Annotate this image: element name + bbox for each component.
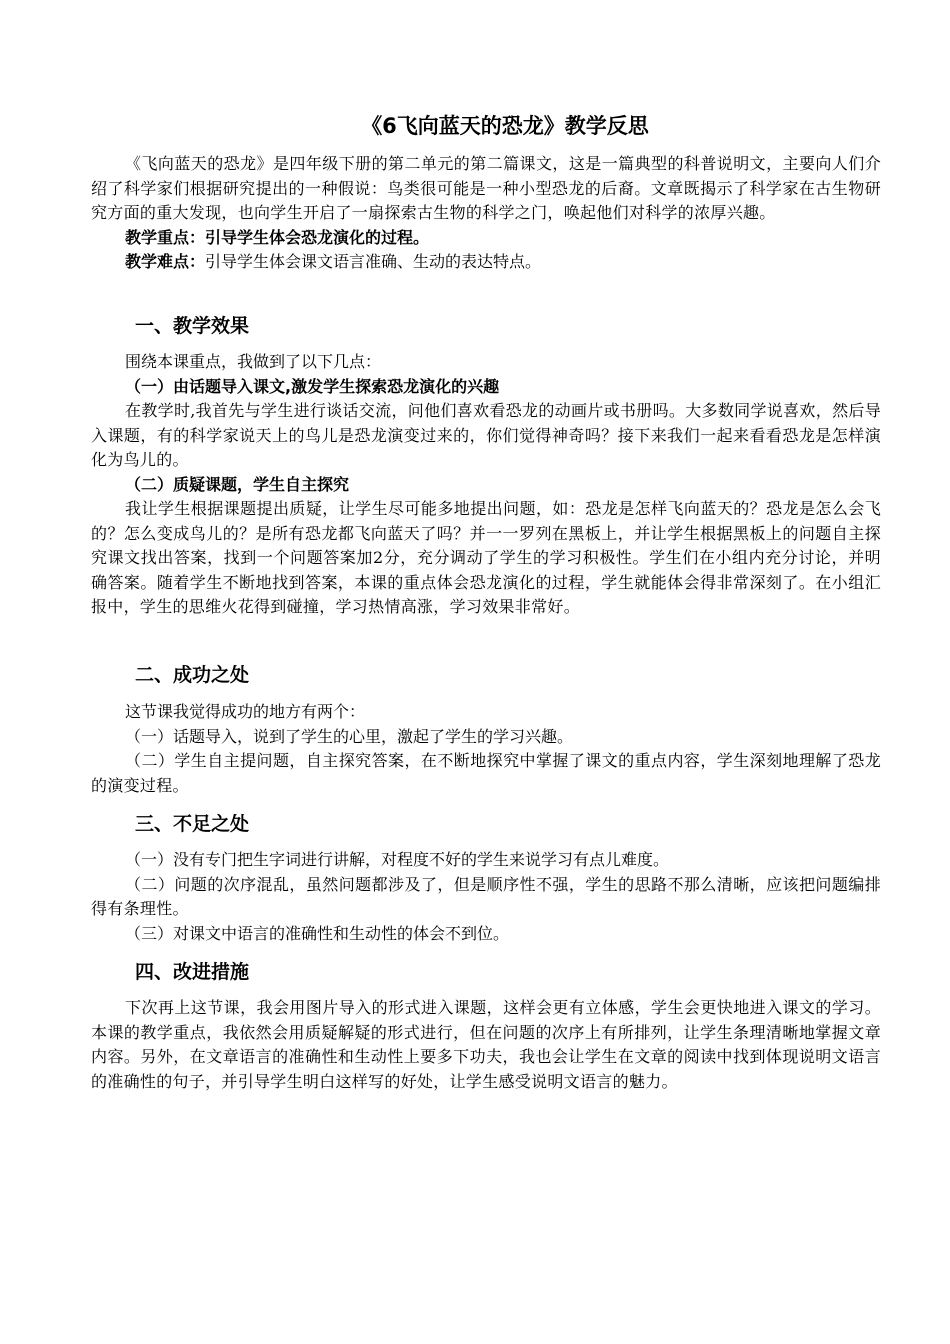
section1-body	[91, 350, 881, 620]
intro-paragraph: 《飞向蓝天的恐龙》是四年级下册的第二单元的第二篇课文，这是一篇典型的科普说明文，主要向人们介绍了科学家们根据研究提出的一种假说：鸟类很可能是一种小型恐龙的后裔。文章既揭示了科学家在古生物研究方面的重大发现，也向学生开启了一扇探索古生物的科学之门，唤起他们对科学的浓厚兴趣。	[91, 154, 881, 222]
section2-item-1: （一）话题导入，说到了学生的心里，激起了学生的学习兴趣。	[125, 726, 574, 746]
section3-item-3: （三）对课文中语言的准确性和生动性的体会不到位。	[125, 923, 510, 943]
section2-item-2: （二）学生自主提问题，自主探究答案，在不断地探究中掌握了课文的重点内容，学生深刻地理解了恐龙的演变过程。	[91, 751, 881, 795]
section-heading: 一、教学效果	[135, 315, 250, 337]
section2-body	[91, 700, 881, 798]
key-point: 教学重点：引导学生体会恐龙演化的过程。	[125, 227, 430, 247]
difficulty-text: 引导学生体会课文语言准确、生动的表达特点。	[205, 252, 542, 271]
intro-block	[91, 152, 881, 275]
section-improvement	[91, 959, 881, 985]
section1-sub2-text: 我让学生根据课题提出质疑，让学生尽可能多地提出问题，如：恐龙是怎样飞向蓝天的？恐龙是怎么会飞的？怎么变成鸟儿的？是所有恐龙都飞向蓝天了吗？并一一罗列在黑板上，并让学生根据黑板上的问题自主探究课文找出答案，找到一个问题答案加2分，充分调动了学生的学习积极性。学生们在小组内充分讨论，并明确答案。随着学生不断地找到答案，本课的重点体会恐龙演化的过程，学生就能体会得非常深刻了。在小组汇报中，学生的思维火花得到碰撞，学习热情高涨，学习效果非常好。	[91, 499, 881, 616]
section-heading: 三、不足之处	[135, 813, 250, 835]
section1-sub1-title: （一）由话题导入课文,激发学生探索恐龙演化的兴趣	[125, 376, 500, 396]
section4-body	[91, 996, 881, 1094]
section2-lead: 这节课我觉得成功的地方有两个：	[125, 702, 366, 721]
section-shortcomings	[91, 811, 881, 837]
difficulty-line	[91, 250, 881, 275]
section1-sub2-title: （二）质疑课题，学生自主探究	[125, 474, 350, 494]
difficulty-label: 教学难点：	[125, 252, 206, 271]
section-heading: 四、改进措施	[135, 961, 250, 983]
section3-item-2: （二）问题的次序混乱，虽然问题都涉及了，但是顺序性不强，学生的思路不那么清晰，应该把问题编排得有条理性。	[91, 874, 881, 918]
section4-text: 下次再上这节课，我会用图片导入的形式进入课题，这样会更有立体感，学生会更快地进入课文的学习。本课的教学重点，我依然会用质疑解疑的形式进行，但在问题的次序上有所排列，让学生条理清晰地掌握文章内容。另外，在文章语言的准确性和生动性上要多下功夫，我也会让学生在文章的阅读中找到体现说明文语言的准确性的句子，并引导学生明白这样写的好处，让学生感受说明文语言的魅力。	[91, 998, 881, 1091]
section-heading: 二、成功之处	[135, 664, 250, 686]
section1-lead: 围绕本课重点，我做到了以下几点：	[125, 352, 382, 371]
page-title: 《6飞向蓝天的恐龙》教学反思	[361, 114, 649, 138]
section-teaching-effect	[91, 313, 881, 339]
section3-body	[91, 848, 881, 946]
section3-item-1: （一）没有专门把生字词进行讲解，对程度不好的学生来说学习有点儿难度。	[125, 850, 670, 869]
section1-sub1-text: 在教学时,我首先与学生进行谈话交流，问他们喜欢看恐龙的动画片或书册吗。大多数同学说喜欢，然后导入课题，有的科学家说天上的鸟儿是恐龙演变过来的，你们觉得神奇吗？接下来我们一起来看看恐龙是怎样演化为鸟儿的。	[91, 401, 881, 469]
section-success	[91, 662, 881, 688]
